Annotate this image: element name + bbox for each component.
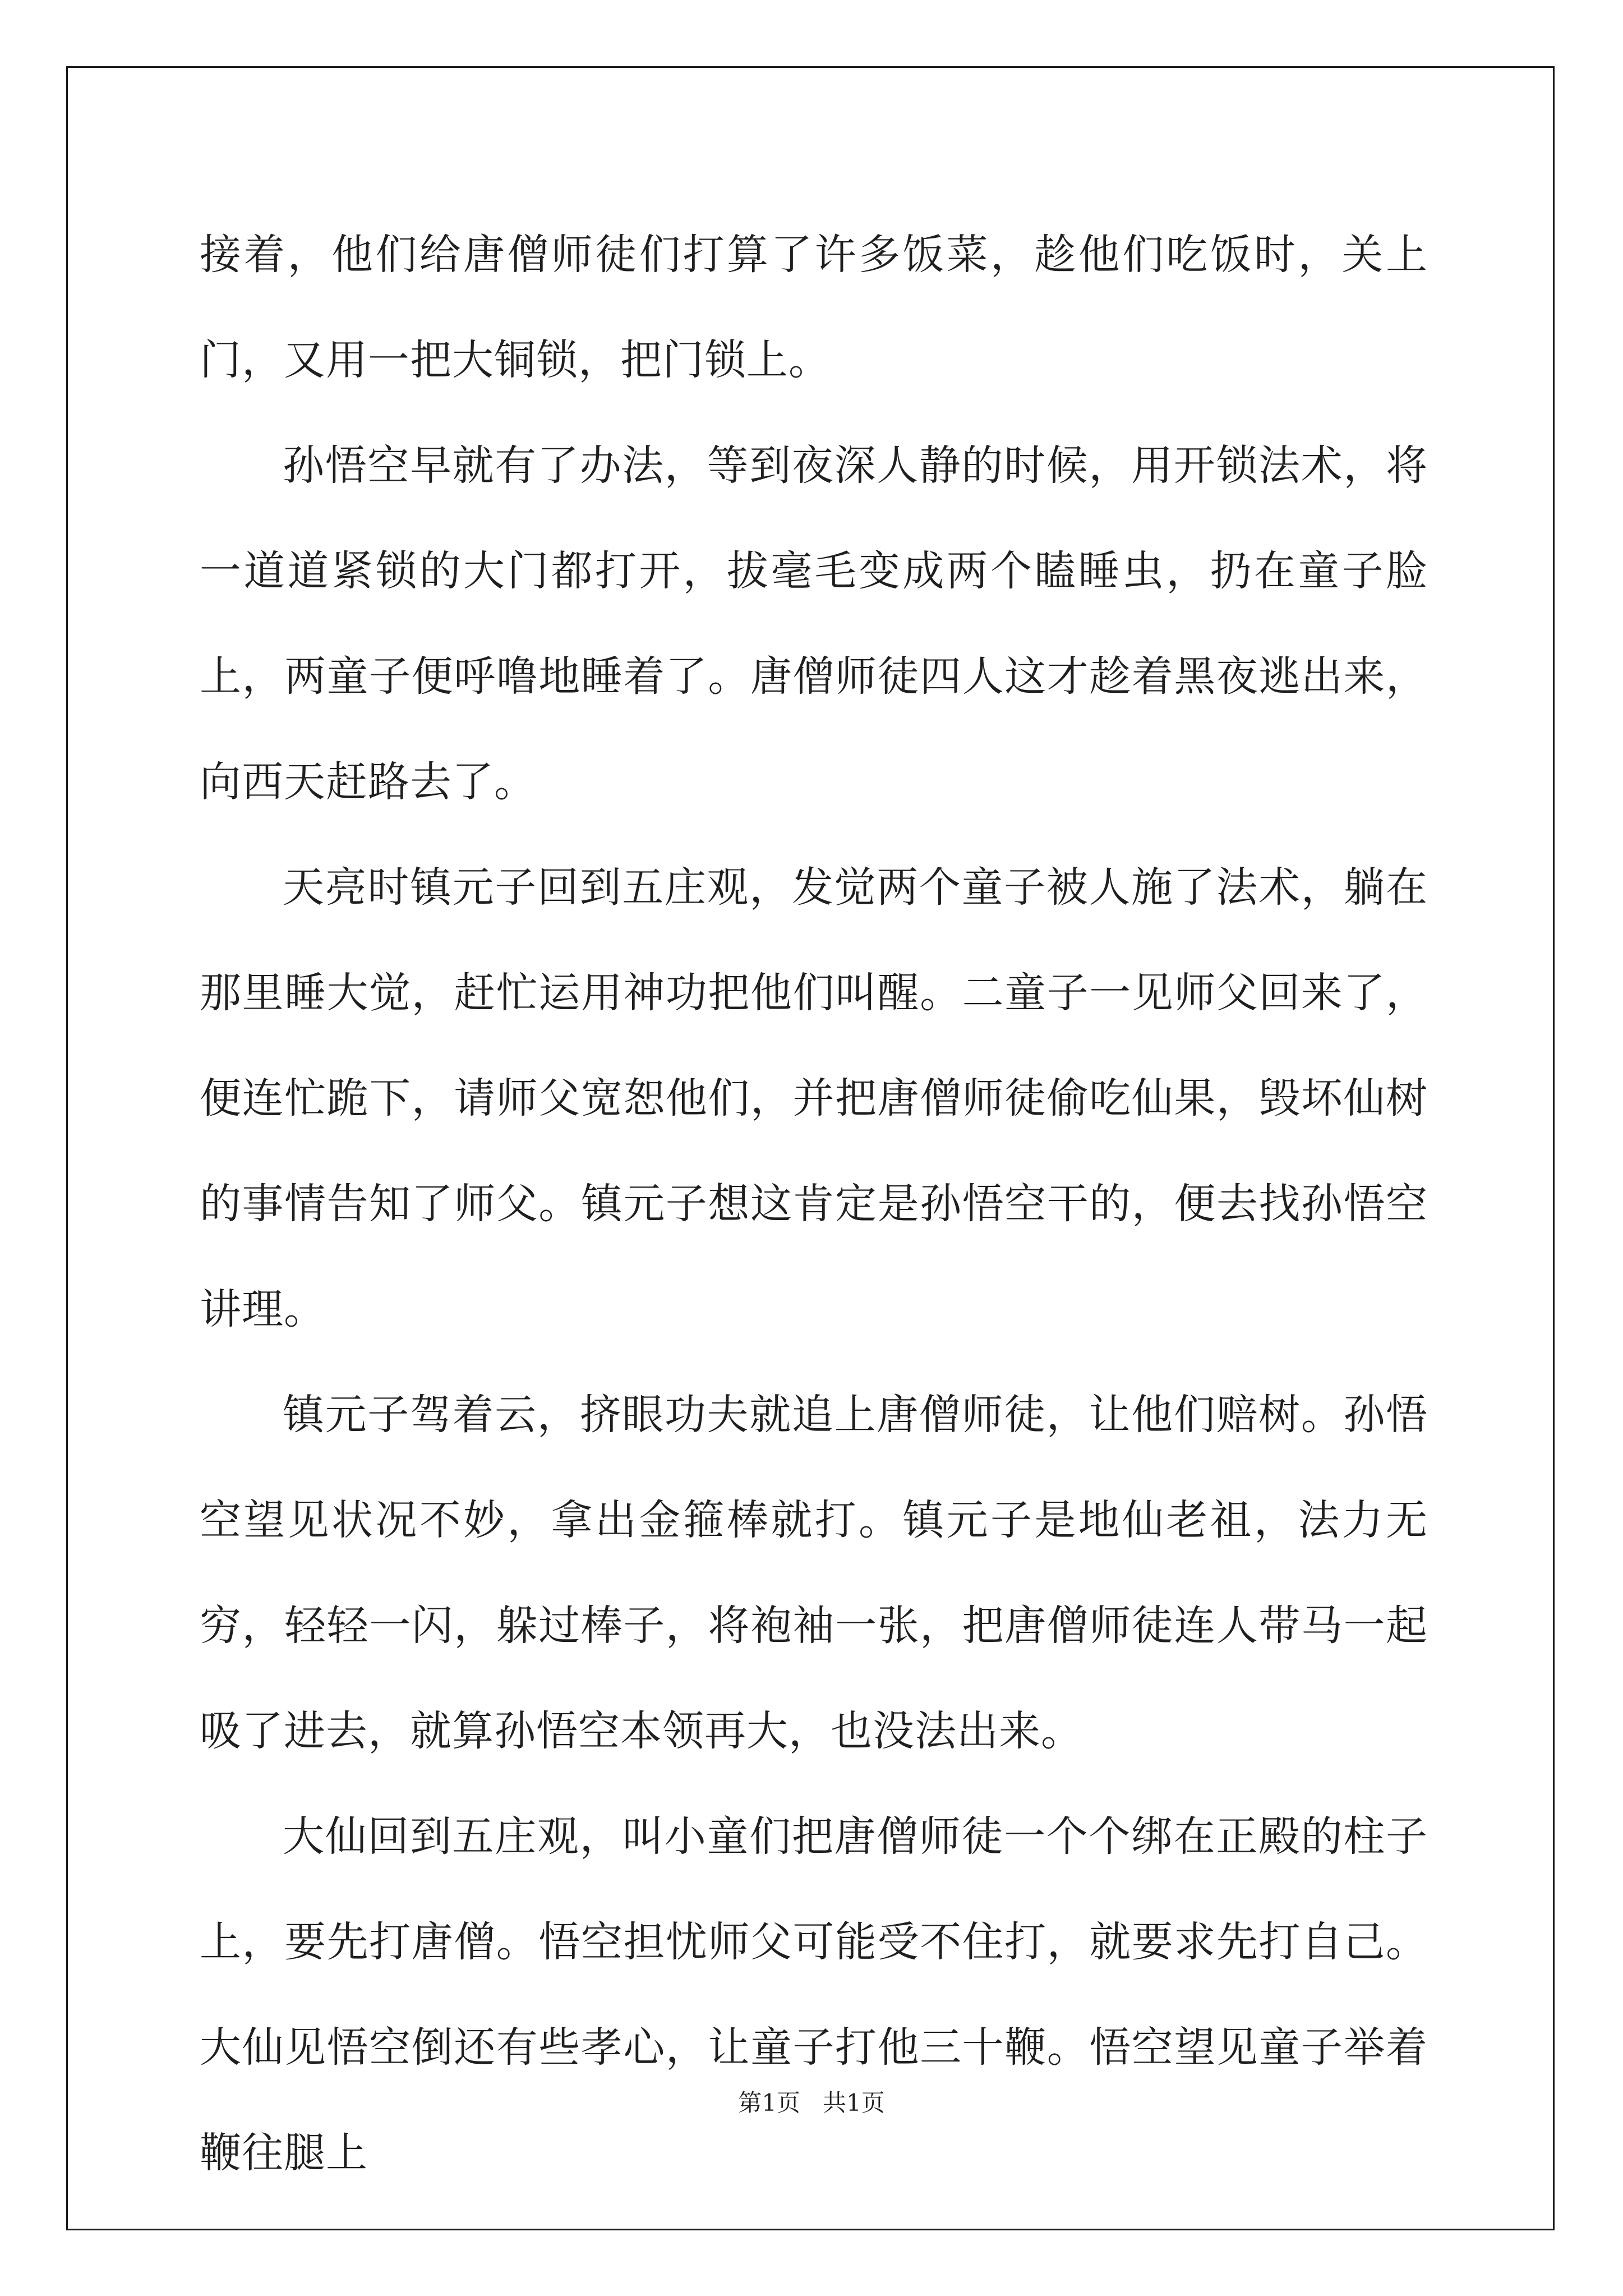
page-total: 共1页 [823,2089,885,2116]
paragraph-3: 天亮时镇元子回到五庄观，发觉两个童子被人施了法术，躺在那里睡大觉，赶忙运用神功把他们叫醒。二童子一见师父回来了，便连忙跪下，请师父宽恕他们，并把唐僧师徒偷吃仙果，毁坏仙树的事情告知了师父。镇元子想这肯定是孙悟空干的，便去找孙悟空讲理。 [200,863,1428,1333]
paragraph-4: 镇元子驾着云，挤眼功夫就追上唐僧师徒，让他们赔树。孙悟空望见状况不妙，拿出金箍棒就打。镇元子是地仙老祖，法力无穷，轻轻一闪，躲过棒子，将袍袖一张，把唐僧师徒连人带马一起吸了进去，就算孙悟空本领再大，也没法出来。 [200,1391,1428,1755]
document-body [200,202,1428,2206]
paragraph-1: 接着，他们给唐僧师徒们打算了许多饭菜，趁他们吃饭时，关上门，又用一把大铜锁，把门锁上。 [200,231,1428,384]
paragraph-5: 大仙回到五庄观，叫小童们把唐僧师徒一个个绑在正殿的柱子上，要先打唐僧。悟空担忧师父可能受不住打，就要求先打自己。大仙见悟空倒还有些孝心，让童子打他三十鞭。悟空望见童子举着鞭往腿上 [200,1812,1428,2177]
paragraph-2: 孙悟空早就有了办法，等到夜深人静的时候，用开锁法术，将一道道紧锁的大门都打开，拔毫毛变成两个瞌睡虫，扔在童子脸上，两童子便呼噜地睡着了。唐僧师徒四人这才趁着黑夜逃出来，向西天赶路去了。 [200,441,1428,806]
page-number: 第1页 [738,2089,800,2116]
footer-separator [800,2089,823,2116]
page-footer [0,2085,1623,2118]
